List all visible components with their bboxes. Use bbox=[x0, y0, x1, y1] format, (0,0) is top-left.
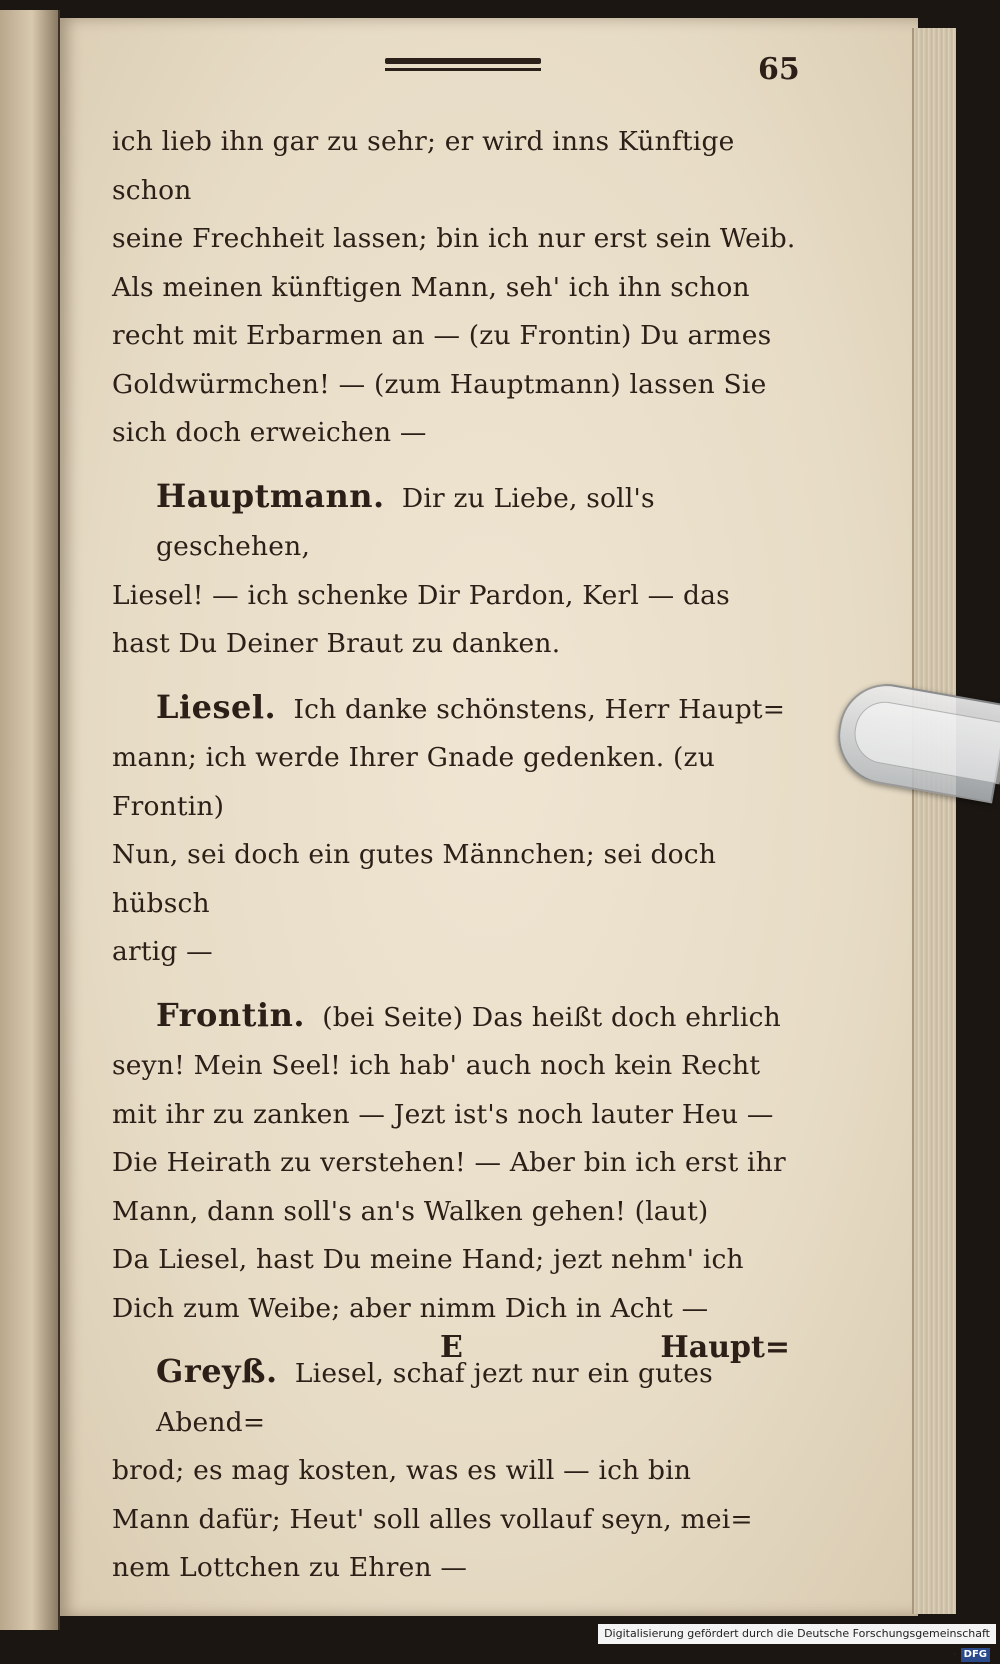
text-line: Dich zum Weibe; aber nimm Dich in Acht — bbox=[112, 1292, 709, 1324]
text-line: Als meinen künftigen Mann, seh' ich ihn schon bbox=[112, 271, 750, 303]
text-line: mit ihr zu zanken — Jezt ist's noch lauter Heu — bbox=[112, 1098, 774, 1130]
text-line: seine Frechheit lassen; bin ich nur erst sein Weib. bbox=[112, 223, 796, 254]
book-left-edge bbox=[0, 10, 60, 1630]
dialogue-frontin bbox=[112, 991, 802, 1334]
dialogue-greyss bbox=[112, 1347, 802, 1593]
text-line: Da Liesel, hast Du meine Hand; jezt nehm' ich bbox=[112, 1244, 744, 1275]
footer-text: Digitalisierung gefördert durch die Deutsche Forschungsgemeinschaft - bbox=[604, 1627, 990, 1660]
text-line: Die Heirath zu verstehen! — Aber bin ich erst ihr bbox=[112, 1147, 786, 1178]
page-bottom-marks bbox=[440, 1330, 790, 1365]
bookmark-clip-inner bbox=[850, 697, 1000, 784]
text-line: Ich danke schönstens, Herr Haupt= bbox=[293, 693, 786, 725]
text-line: Nun, sei doch ein gutes Männchen; sei doch hübsch bbox=[112, 839, 717, 919]
text-line: (bei Seite) Das heißt doch ehrlich bbox=[322, 1001, 781, 1033]
speaker-name: Hauptmann. bbox=[156, 476, 385, 515]
text-line: Dir zu Liebe, soll's geschehen, bbox=[156, 482, 655, 562]
funding-footer bbox=[598, 1624, 996, 1660]
text-line: Liesel, schaf jezt nur ein gutes Abend= bbox=[156, 1358, 713, 1438]
speaker-name: Frontin. bbox=[156, 995, 305, 1034]
text-line: nem Lottchen zu Ehren — bbox=[112, 1552, 468, 1583]
text-line: Mann dafür; Heut' soll alles vollauf seyn, mei= bbox=[112, 1503, 753, 1535]
text-line: Mann, dann soll's an's Walken gehen! (laut) bbox=[112, 1195, 709, 1227]
header-rule bbox=[385, 58, 541, 64]
paragraph-continuation bbox=[112, 118, 802, 458]
speaker-name: Greyß. bbox=[156, 1352, 278, 1390]
text-line: brod; es mag kosten, was es will — ich bin bbox=[112, 1455, 692, 1486]
page-text bbox=[112, 118, 802, 1593]
dfg-logo-icon: DFG bbox=[961, 1648, 990, 1662]
text-line: Liesel! — ich schenke Dir Pardon, Kerl — das bbox=[112, 579, 730, 611]
dialogue-liesel bbox=[112, 683, 802, 977]
page-stack-edge bbox=[912, 28, 956, 1614]
text-line: sich doch erweichen — bbox=[112, 417, 427, 448]
text-line: hast Du Deiner Braut zu danken. bbox=[112, 628, 561, 659]
speaker-name: Liesel. bbox=[156, 687, 277, 726]
header-rule-thin bbox=[385, 68, 541, 71]
signature-mark: E bbox=[440, 1330, 463, 1365]
text-line: recht mit Erbarmen an — (zu Frontin) Du armes bbox=[112, 320, 772, 351]
page-number: 65 bbox=[758, 52, 800, 87]
text-line: artig — bbox=[112, 936, 213, 967]
text-line: seyn! Mein Seel! ich hab' auch noch kein Recht bbox=[112, 1050, 761, 1081]
catchword: Haupt= bbox=[660, 1330, 790, 1365]
text-line: ich lieb ihn gar zu sehr; er wird inns Künftige schon bbox=[112, 126, 735, 206]
text-line: Goldwürmchen! — (zum Hauptmann) lassen Sie bbox=[112, 368, 767, 400]
dialogue-hauptmann bbox=[112, 472, 802, 669]
text-line: mann; ich werde Ihrer Gnade gedenken. (zu Frontin) bbox=[112, 742, 715, 822]
